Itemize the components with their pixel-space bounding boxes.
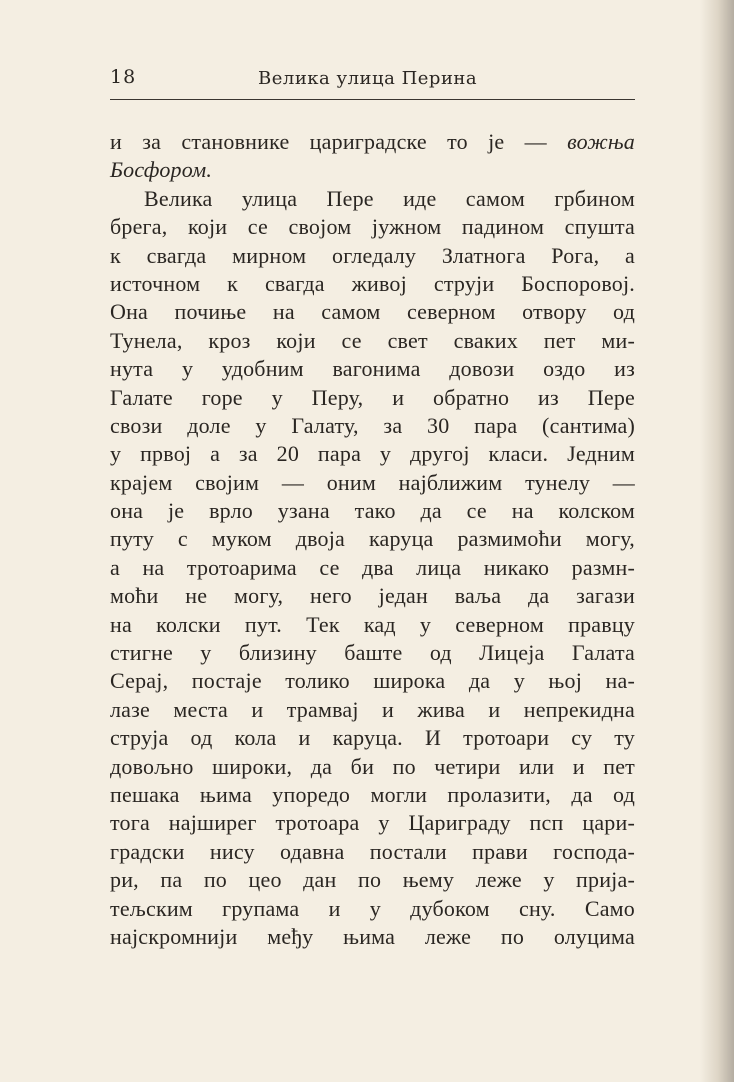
- text-line: тељским групама и у дубоком сну. Само: [110, 895, 635, 921]
- text-line: на колски пут. Тек кад у северном правцу: [110, 611, 635, 637]
- text-line: а на тротоарима се два лица никако размн-: [110, 554, 635, 580]
- text-line: Серај, постаје толико широка да у њој на-: [110, 668, 635, 694]
- text-line: Велика улица Пере иде самом грбином: [144, 185, 635, 211]
- text-line: лазе места и трамвај и жива и непрекидна: [110, 696, 635, 722]
- text-line: моћи не могу, него један ваља да загази: [110, 583, 635, 609]
- text-line: к свагда мирном огледалу Златнога Рога, а: [110, 242, 635, 268]
- text-line: ри, па по цео дан по њему леже у прија-: [110, 867, 635, 893]
- header-rule: [110, 99, 635, 100]
- text-line: она је врло узана тако да се на колском: [110, 498, 635, 524]
- text-line: и за становнике цариградске то је — вожња: [110, 129, 635, 154]
- text-line: у првој а за 20 пара у другој класи. Једним: [110, 441, 635, 467]
- text-line: градски нису одавна постали прави господа-: [110, 838, 635, 864]
- text-line: нута у удобним вагонима довози оздо из: [110, 356, 635, 382]
- body-text: [110, 128, 635, 951]
- text-line: путу с муком двоја каруца размимоћи могу,: [110, 526, 635, 552]
- text-line: Тунела, кроз који се свет сваких пет ми-: [110, 327, 635, 353]
- text-line: довољно широки, да би по четири или и пет: [110, 753, 635, 779]
- text-line: крајем својим — оним најближим тунелу —: [110, 469, 635, 495]
- text-line: Галате горе у Перу, и обратно из Пере: [110, 384, 635, 410]
- text-line: Босфором.: [110, 157, 213, 183]
- text-line: стигне у близину баште од Лицеја Галата: [110, 640, 635, 666]
- page-header: [110, 66, 635, 96]
- text-line: брега, који се својом јужном падином спушта: [110, 214, 635, 240]
- text-line: источном к свагда живој струји Боспоровој.: [110, 270, 635, 296]
- page-number: 18: [110, 66, 137, 88]
- text-line: свози доле у Галату, за 30 пара (сантима): [110, 412, 635, 438]
- italic-text: вожња: [567, 129, 635, 154]
- text-line: најскромнији међу њима леже по олуцима: [110, 923, 635, 949]
- text-line: Она почиње на самом северном отвору од: [110, 299, 635, 325]
- text-line: струја од кола и каруца. И тротоари су ту: [110, 725, 635, 751]
- text-line: пешака њима упоредо могли пролазити, да од: [110, 781, 635, 807]
- running-head: Велика улица Перина: [258, 68, 478, 89]
- text-line: тога најширег тротоара у Цариграду псп цари-: [110, 810, 635, 836]
